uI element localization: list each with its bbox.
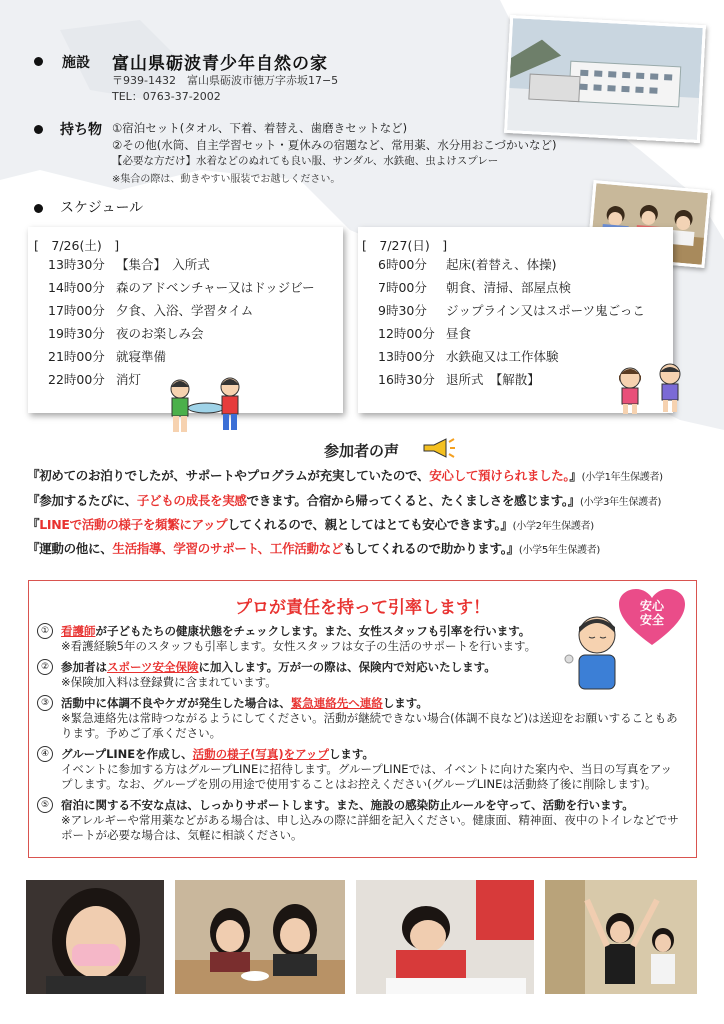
belongings-item-1: ①宿泊セット(タオル、下着、着替え、歯磨きセットなど) [112,121,408,135]
schedule-time: 16時30分 [378,372,435,387]
schedule-time: 17時00分 [48,303,105,318]
schedule-row [48,347,166,365]
schedule-time: 12時00分 [378,326,435,341]
photo-boy-crafting [356,880,534,994]
belongings-note: ※集合の際は、動きやすい服装でお越しください。 [112,174,341,185]
schedule-row [48,370,141,388]
schedule-time: 22時00分 [48,372,105,387]
schedule-row [48,255,210,273]
voice-1: 『初めてのお泊りでしたが、サポートやプログラムが充実していたので、安心して預けられました。』(小学1年生保護者) [27,468,663,483]
schedule-label: スケジュール [60,200,144,216]
schedule-row [48,324,204,342]
schedule-event: 夜のお楽しみ会 [116,326,204,341]
photo-girl-mask [26,880,164,994]
facility-label: 施設 [62,55,90,71]
schedule-time: 7時00分 [378,280,427,295]
belongings-item-2: ②その他(水筒、自主学習セット・夏休みの宿題など、常用薬、水分用おこづかいなど) [112,138,557,152]
safety-badge-text: 安心安全 [639,599,664,627]
voice-4: 『運動の他に、生活指導、学習のサポート、工作活動などもしてくれるので助かります。』(小学5年生保護者) [27,541,601,556]
schedule-event: 水鉄砲又は工作体験 [446,349,559,364]
schedule-event: 起床(着替え、体操) [446,257,557,272]
schedule-row [378,301,645,319]
bullet-dot [34,204,43,213]
schedule-time: 19時30分 [48,326,105,341]
facility-photo [504,15,706,143]
schedule-event: 昼食 [446,326,472,341]
schedule-time: 21時00分 [48,349,105,364]
schedule-row [378,324,471,342]
kids-playing-illustration [160,373,252,439]
schedule-event: 消灯 [116,372,142,387]
facility-name: 富山県砺波青少年自然の家 [112,54,328,74]
voice-3: 『LINEで活動の様子を頻繁にアップしてくれるので、親としてはとても安心できます。』(小学2年生保護者) [27,517,594,532]
schedule-row [48,278,315,296]
pro-section-title: プロが責任を持って引率します！ [235,598,490,618]
belongings-label: 持ち物 [60,122,102,138]
schedule-row [378,370,540,388]
schedule-event: ジップライン又はスポーツ鬼ごっこ [446,303,645,318]
schedule-day2-header: [ 7/27(日) ] [362,238,448,253]
facility-address: 〒939-1432 富山県砺波市徳万字赤坂17−5 [112,74,339,87]
schedule-time: 14時00分 [48,280,105,295]
schedule-event: 【集合】 入所式 [116,257,210,272]
voices-title: 参加者の声 [324,442,400,460]
voice-2: 『参加するたびに、子どもの成長を実感できます。合宿から帰ってくると、たくましさを感じます。』(小学3年生保護者) [27,493,662,508]
schedule-event: 森のアドベンチャー又はドッジビー [116,280,315,295]
photo-girls-meal [175,880,345,994]
schedule-event: 夕食、入浴、学習タイム [116,303,254,318]
schedule-row [378,347,559,365]
megaphone-icon [420,437,456,459]
photo-kids-cheering [545,880,697,994]
belongings-item-3: 【必要な方だけ】水着などのぬれても良い服、サンダル、水鉄砲、虫よけスプレー [112,155,499,167]
schedule-row [48,301,253,319]
facility-tel: TEL：0763-37-2002 [112,90,221,103]
schedule-row [378,278,571,296]
schedule-time: 9時30分 [378,303,427,318]
schedule-row [378,255,557,273]
schedule-time: 13時00分 [378,349,435,364]
schedule-event: 退所式 【解散】 [446,372,540,387]
schedule-day1-header: [ 7/26(土) ] [34,238,120,253]
kids-running-illustration [612,362,692,417]
schedule-event: 朝食、清掃、部屋点検 [446,280,572,295]
bullet-dot [34,125,43,134]
bullet-dot [34,57,43,66]
schedule-event: 就寝準備 [116,349,167,364]
pro-section-box: プロが責任を持って引率します！ 安心安全 ① 看護師が子どもたちの健康状態をチェックします。また、女性スタッフも引率を行います。 ※看護経験5年のスタッフも引率します。女性スタッフは女子の生活のサポートを行います。 ② 参加者はスポーツ安全保険に加入します。万が一の際は、保険内で対応いたします。 ※保険加入料は登録費に含まれています。 ③ 活動中に体調不良やケガが発生した場合は、緊急連絡先へ連絡します。 ※緊急連絡先は常時つながるようにしてください。活動が継続できない場合(体調不良など)は送迎をお願いすることもあります。予めご了承ください。 ④ グループLINEを作成し、活動の様子(写真)をアップします。 イベントに参加する方はグループLINEに招待します。グループLINEでは、イベントに向けた案内や、当日の写真をアップします。なお、グループを別の用途で使用することはお控えください(グループLINEは活動終了後に削除します)。 ⑤ 宿泊に関する不安な点は、しっかりサポートします。また、施設の感染防止ルールを守って、活動を行います。 ※アレルギーや常用薬などがある場合は、申し込みの際に詳細を記入ください。健康面、精神面、夜中のトイレなどでサポートが必要な場合は、気軽に相談ください。 [28,580,697,858]
schedule-time: 13時30分 [48,257,105,272]
schedule-time: 6時00分 [378,257,427,272]
